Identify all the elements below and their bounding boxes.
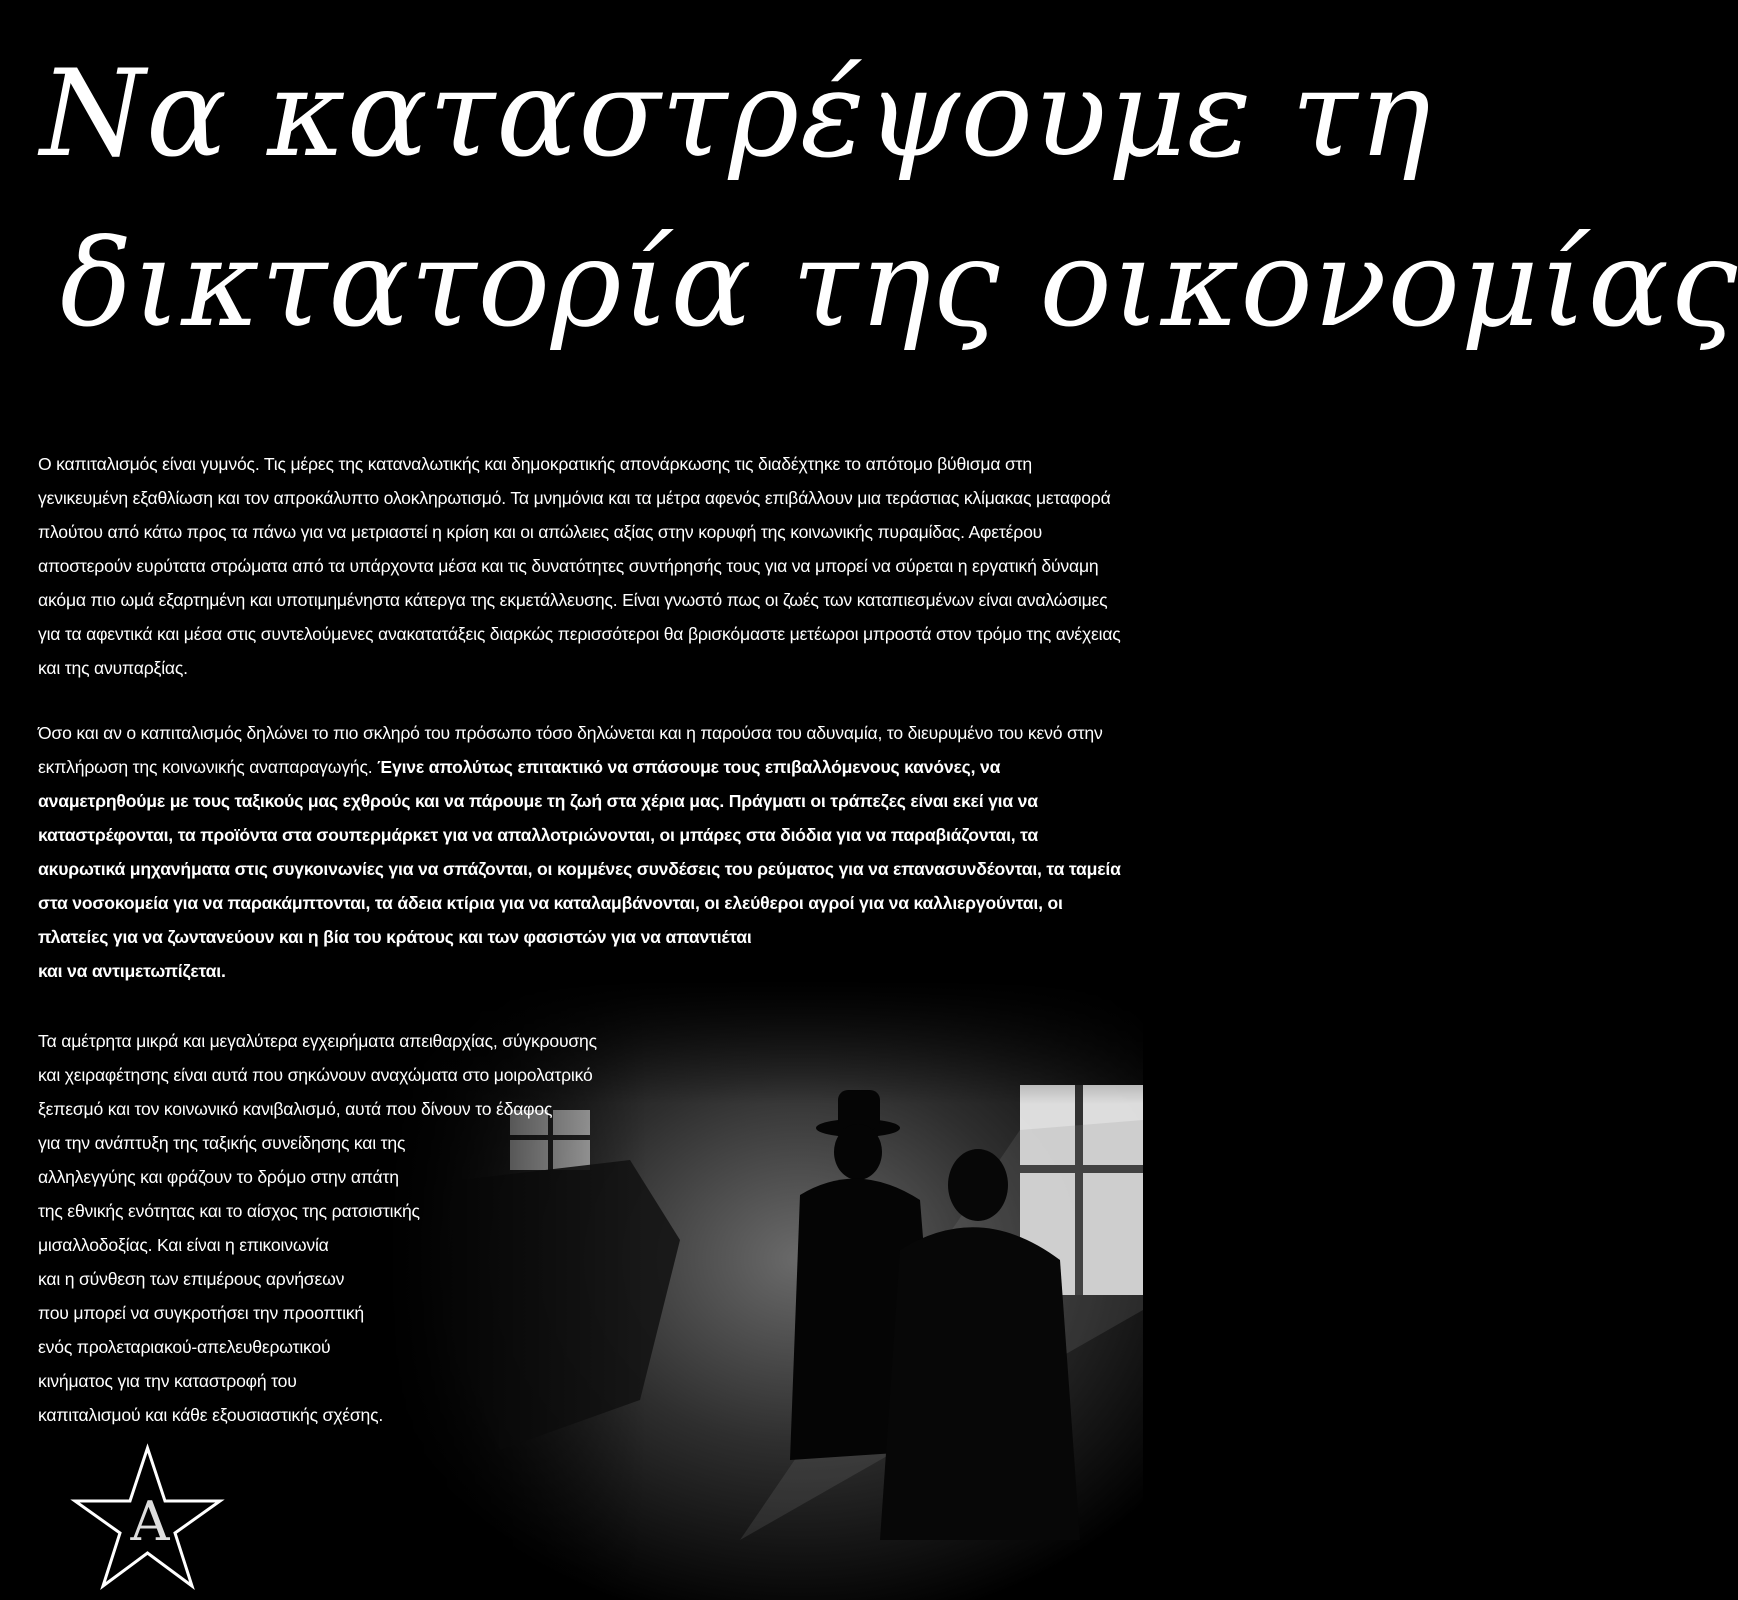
paragraph-3-line: ξεπεσμό και τον κοινωνικό κανιβαλισμό, αυτά που δίνουν το έδαφος	[38, 1099, 553, 1119]
paragraph-3-line: για την ανάπτυξη της ταξικής συνείδησης και της	[38, 1133, 406, 1153]
paragraph-3-line: μισαλλοδοξίας. Και είναι η επικοινωνία	[38, 1235, 329, 1255]
paragraph-2-bold: Έγινε απολύτως επιτακτικό να σπάσουμε τους επιβαλλόμενους κανόνες, να αναμετρηθούμε με τους ταξικούς μας εχθρούς και να πάρουμε τη ζωή στα χέρια μας. Πράγματι οι τράπεζες είναι εκεί για να καταστρέφονται, τα προϊόντα στα σουπερμάρκετ για να απαλλοτριώνονται, οι μπάρες στα διόδια για να παραβιάζονται, τα ακυρωτικά μηχανήματα στις συγκοινωνίες για να σπάζονται, οι κομμένες συνδέσεις του ρεύματος για να επανασυνδέονται, τα ταμεία στα νοσοκομεία για να παρακάμπτονται, τα άδεια κτίρια για να καταλαμβάνονται, οι ελεύθεροι αγροί για να καλλιεργούνται, οι πλατείες για να ζωντανεύουν και η βία του κράτους και των φασιστών για να απαντιέται	[38, 757, 1121, 947]
paragraph-2-bold-end: και να αντιμετωπίζεται.	[38, 961, 226, 981]
paragraph-3-line: ενός προλεταριακού-απελευθερωτικού	[38, 1337, 331, 1357]
paragraph-3	[38, 1024, 688, 1432]
paragraph-2-normal: Όσο και αν ο καπιταλισμός δηλώνει το πιο σκληρό του πρόσωπο τόσο δηλώνεται και η παρούσα του αδυναμία, το διευρυμένο του κενό στην εκπλήρωση της κοινωνικής αναπαραγωγής.	[38, 723, 1103, 777]
paragraph-3-line: Τα αμέτρητα μικρά και μεγαλύτερα εγχειρήματα απειθαρχίας, σύγκρουσης	[38, 1031, 597, 1051]
emblem-letter: A	[130, 1490, 170, 1553]
paragraph-3-line: κινήματος για την καταστροφή του	[38, 1371, 297, 1391]
paragraph-1: Ο καπιταλισμός είναι γυμνός. Τις μέρες της καταναλωτικής και δημοκρατικής απονάρκωσης τις διαδέχτηκε το απότομο βύθισμα στη γενικευμένη εξαθλίωση και τον απροκάλυπτο ολοκληρωτισμό. Τα μνημόνια και τα μέτρα αφενός επιβάλλουν μια τεράστιας κλίμακας μεταφορά πλούτου από κάτω προς τα πάνω για να μετριαστεί η κρίση και οι απώλειες αξίας στην κορυφή της κοινωνικής πυραμίδας. Αφετέρου αποστερούν ευρύτατα στρώματα από τα υπάρχοντα μέσα και τις δυνατότητες συντήρησής τους για να μπορεί να σύρεται η εργατική δύναμη ακόμα πιο ωμά εξαρτημένη και υποτιμημένηστα κάτεργα της εκμετάλλευσης. Είναι γνωστό πως οι ζωές των καταπιεσμένων είναι αναλώσιμες για τα αφεντικά και μέσα στις συντελούμενες ανακατατάξεις διαρκώς περισσότεροι θα βρισκόμαστε μετέωροι μπροστά στον τρόμο της ανέχειας και της ανυπαρξίας.	[38, 454, 1121, 678]
paragraph-3-line: και χειραφέτησης είναι αυτά που σηκώνουν αναχώματα στο μοιρολατρικό	[38, 1065, 593, 1085]
title-line-2: δικτατορία της οικονομίας	[60, 215, 1738, 354]
paragraph-3-line: της εθνικής ενότητας και το αίσχος της ρατσιστικής	[38, 1201, 420, 1221]
paragraph-3-line: που μπορεί να συγκροτήσει την προοπτική	[38, 1303, 365, 1323]
paragraph-2	[38, 716, 1123, 988]
poster-title	[40, 30, 1738, 370]
paragraph-3-line: καπιταλισμού και κάθε εξουσιαστικής σχέσης.	[38, 1405, 384, 1425]
title-line-1: Να καταστρέψουμε τη	[40, 45, 1432, 184]
paragraph-3-line: και η σύνθεση των επιμέρους αρνήσεων	[38, 1269, 345, 1289]
paragraph-3-line: αλληλεγγύης και φράζουν το δρόμο στην απάτη	[38, 1167, 399, 1187]
